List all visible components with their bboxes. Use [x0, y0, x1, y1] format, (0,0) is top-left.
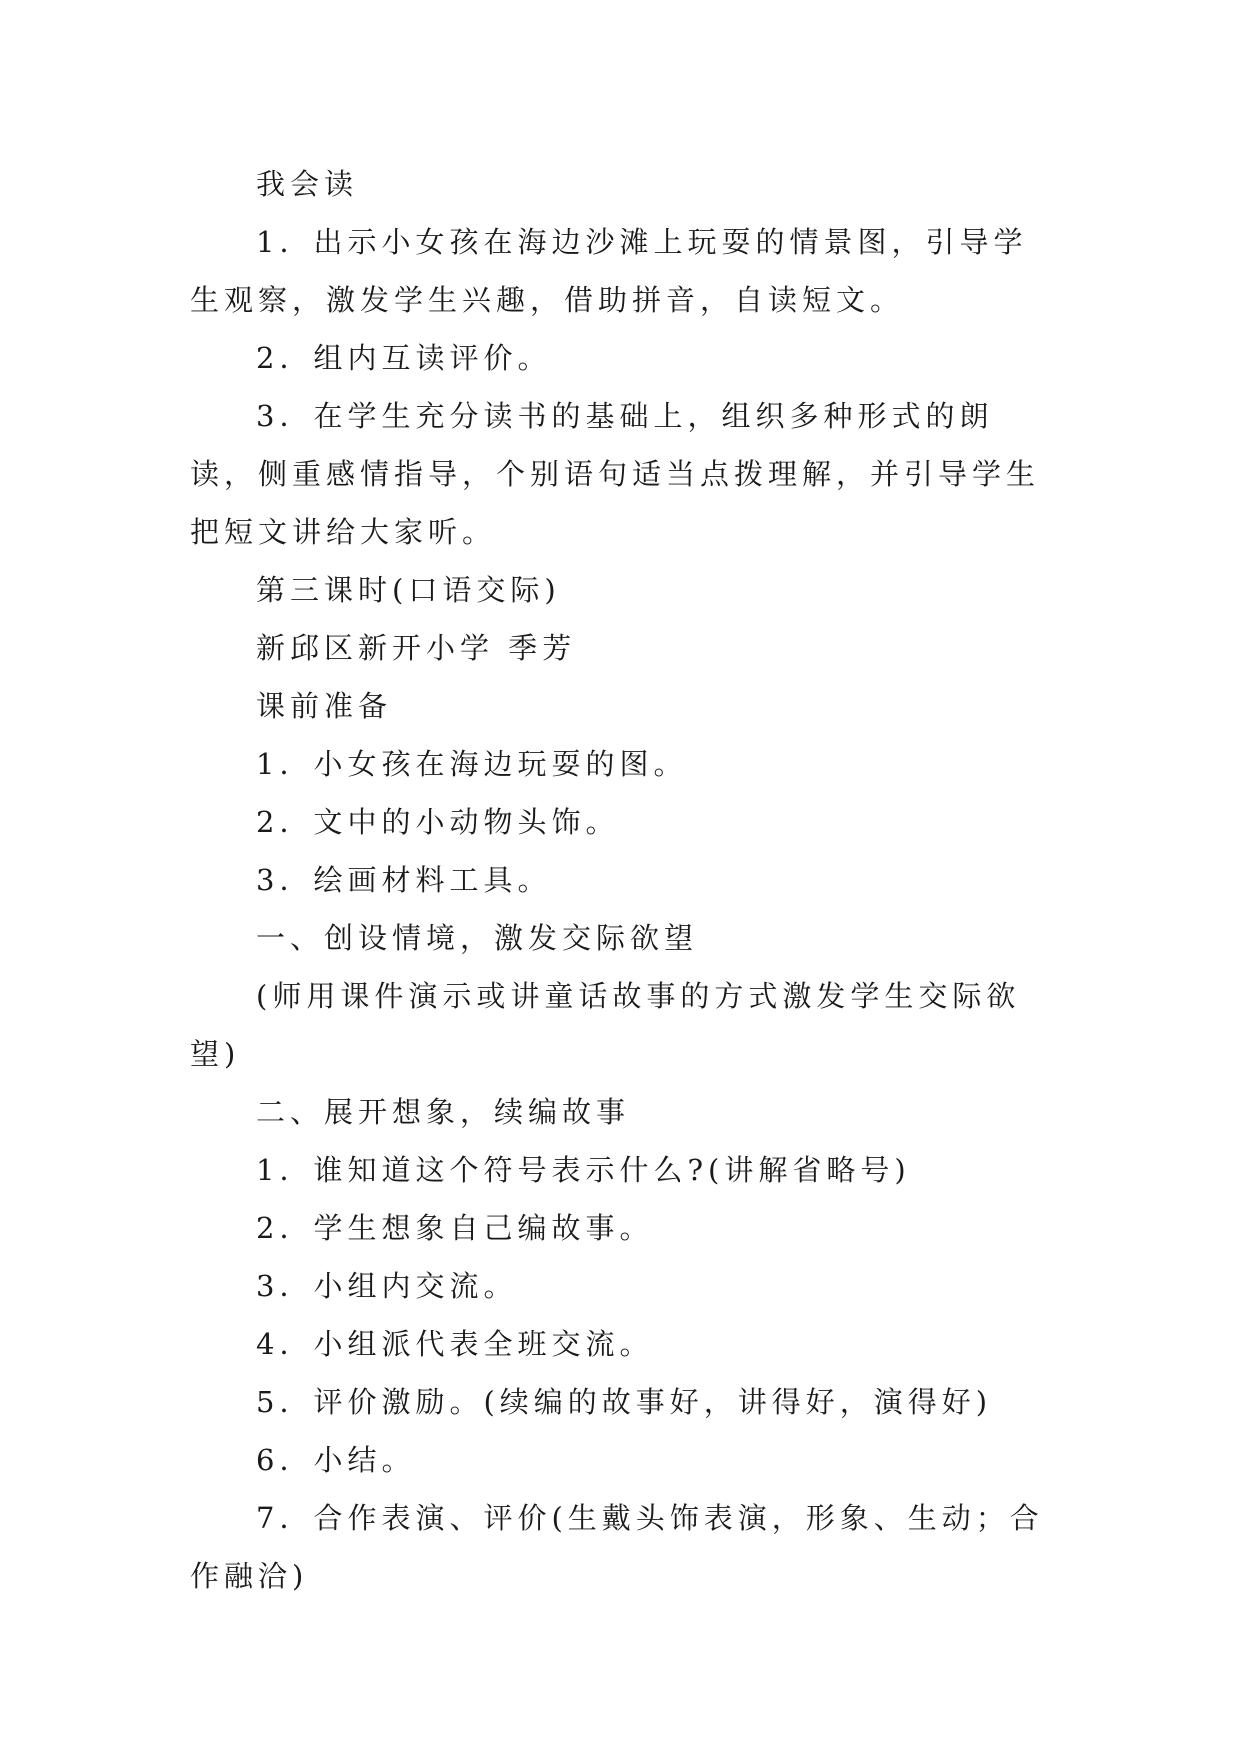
paragraph-note: (师用课件演示或讲童话故事的方式激发学生交际欲望) [190, 979, 1021, 1071]
paragraph-item: 1．小女孩在海边玩耍的图。 [256, 747, 688, 781]
author-line: 新邱区新开小学 季芳 [256, 631, 577, 665]
paragraph-item: 1．出示小女孩在海边沙滩上玩耍的情景图，引导学生观察，激发学生兴趣，借助拼音，自读短文。 [190, 225, 1028, 317]
paragraph-item: 2．学生想象自己编故事。 [256, 1211, 654, 1245]
paragraph-item: 3．小组内交流。 [256, 1269, 518, 1303]
paragraph-item: 5．评价激励。(续编的故事好，讲得好，演得好) [256, 1385, 993, 1419]
paragraph-item: 3．绘画材料工具。 [256, 863, 552, 897]
paragraph-heading-i-can-read: 我会读 [256, 167, 359, 201]
paragraph-item: 3．在学生充分读书的基础上，组织多种形式的朗读，侧重感情指导，个别语句适当点拨理解，并引导学生把短文讲给大家听。 [190, 399, 1041, 549]
section-heading-one: 一、创设情境，激发交际欲望 [256, 921, 699, 955]
paragraph-item: 4．小组派代表全班交流。 [256, 1327, 654, 1361]
paragraph-item: 2．文中的小动物头饰。 [256, 805, 620, 839]
paragraph-item: 6．小结。 [256, 1443, 416, 1477]
section-title-third-lesson: 第三课时(口语交际) [256, 573, 561, 607]
subheading-preparation: 课前准备 [256, 689, 393, 723]
section-heading-two: 二、展开想象，续编故事 [256, 1095, 631, 1129]
paragraph-item: 1．谁知道这个符号表示什么?(讲解省略号) [256, 1153, 911, 1187]
paragraph-item: 2．组内互读评价。 [256, 341, 552, 375]
document-body [190, 155, 1060, 1605]
paragraph-item: 7．合作表演、评价(生戴头饰表演，形象、生动；合作融洽) [190, 1501, 1044, 1593]
